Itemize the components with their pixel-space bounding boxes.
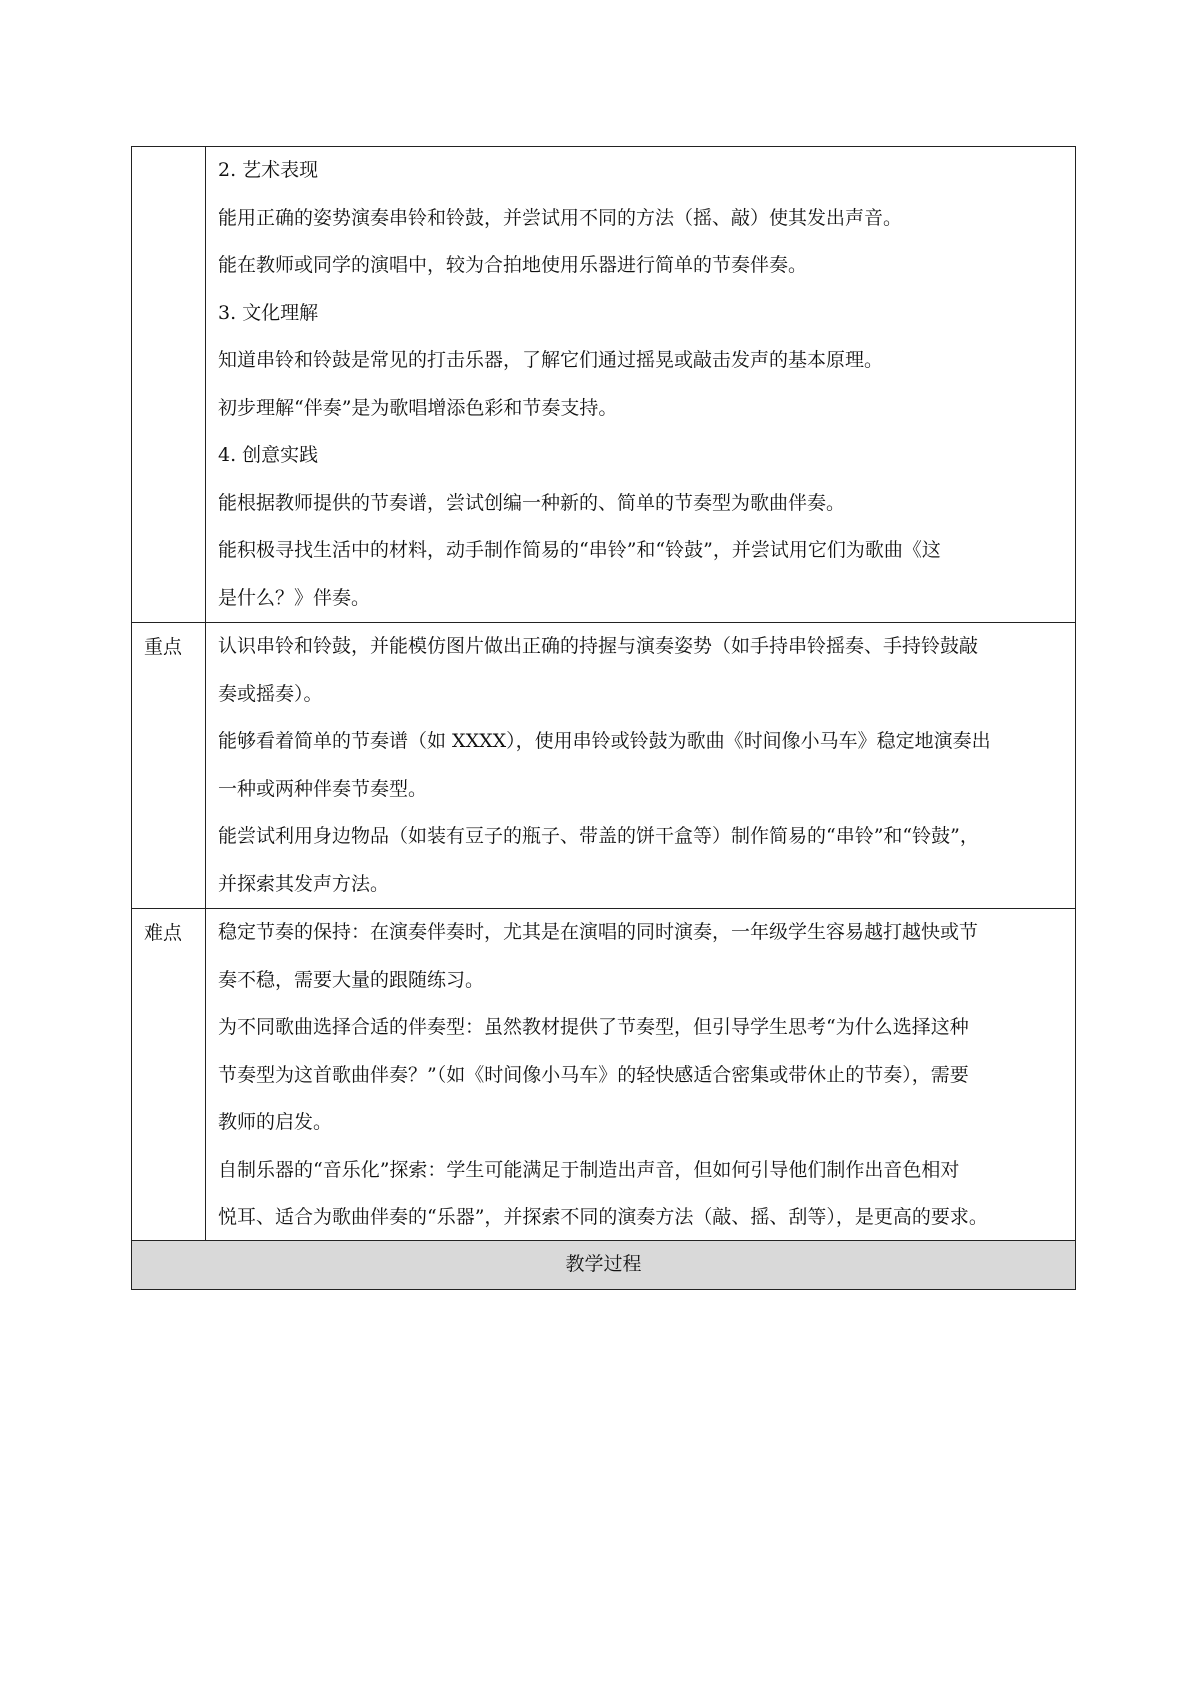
objectives-content-cell <box>206 147 1076 623</box>
difficult-point-line: 奏不稳，需要大量的跟随练习。 <box>218 968 485 991</box>
teaching-process-header: 教学过程 <box>131 1240 1076 1290</box>
difficult-point-line: 自制乐器的“音乐化”探索：学生可能满足于制造出声音，但如何引导他们制作出音色相对 <box>218 1158 960 1181</box>
objective-line: 知道串铃和铃鼓是常见的打击乐器，了解它们通过摇晃或敲击发声的基本原理。 <box>218 349 884 371</box>
key-points-label: 重点 <box>132 623 206 909</box>
key-points-row <box>132 623 1076 909</box>
lesson-plan-table <box>131 146 1076 1243</box>
key-point-line: 能够看着简单的节奏谱（如 XXXX），使用串铃或铃鼓为歌曲《时间像小马车》稳定地演奏出 <box>218 730 991 752</box>
objective-line: 初步理解“伴奏”是为歌唱增添色彩和节奏支持。 <box>218 396 618 419</box>
objective-line: 能用正确的姿势演奏串铃和铃鼓，并尝试用不同的方法（摇、敲）使其发出声音。 <box>218 206 903 229</box>
difficult-points-content-cell <box>206 909 1076 1243</box>
difficult-point-line: 为不同歌曲选择合适的伴奏型：虽然教材提供了节奏型，但引导学生思考“为什么选择这种 <box>218 1016 969 1038</box>
objective-line: 能根据教师提供的节奏谱，尝试创编一种新的、简单的节奏型为歌曲伴奏。 <box>218 491 846 514</box>
objective-line: 2. 艺术表现 <box>218 159 319 181</box>
objective-line: 是什么？》伴奏。 <box>218 586 371 609</box>
difficult-point-line: 教师的启发。 <box>218 1111 333 1133</box>
key-point-line: 一种或两种伴奏节奏型。 <box>218 777 428 800</box>
objectives-label-cell <box>132 147 206 623</box>
key-points-content-cell <box>206 623 1076 909</box>
key-point-line: 奏或摇奏）。 <box>218 682 323 705</box>
difficult-points-row <box>132 909 1076 1243</box>
key-point-line: 认识串铃和铃鼓，并能模仿图片做出正确的持握与演奏姿势（如手持串铃摇奏、手持铃鼓敲 <box>218 635 979 657</box>
key-point-line: 并探索其发声方法。 <box>218 872 390 895</box>
difficult-points-label: 难点 <box>132 909 206 1243</box>
difficult-point-line: 节奏型为这首歌曲伴奏？”（如《时间像小马车》的轻快感适合密集或带休止的节奏），需要 <box>218 1063 969 1086</box>
objectives-continued-row <box>132 147 1076 623</box>
objective-line: 3. 文化理解 <box>218 301 319 324</box>
key-point-line: 能尝试利用身边物品（如装有豆子的瓶子、带盖的饼干盒等）制作简易的“串铃”和“铃鼓”， <box>218 825 979 847</box>
objective-line: 能积极寻找生活中的材料，动手制作简易的“串铃”和“铃鼓”，并尝试用它们为歌曲《这 <box>218 539 941 561</box>
difficult-point-line: 悦耳、适合为歌曲伴奏的“乐器”，并探索不同的演奏方法（敲、摇、刮等），是更高的要求。 <box>218 1206 988 1228</box>
objective-line: 4. 创意实践 <box>218 444 319 466</box>
difficult-point-line: 稳定节奏的保持：在演奏伴奏时，尤其是在演唱的同时演奏，一年级学生容易越打越快或节 <box>218 921 979 943</box>
objective-line: 能在教师或同学的演唱中，较为合拍地使用乐器进行简单的节奏伴奏。 <box>218 254 808 276</box>
